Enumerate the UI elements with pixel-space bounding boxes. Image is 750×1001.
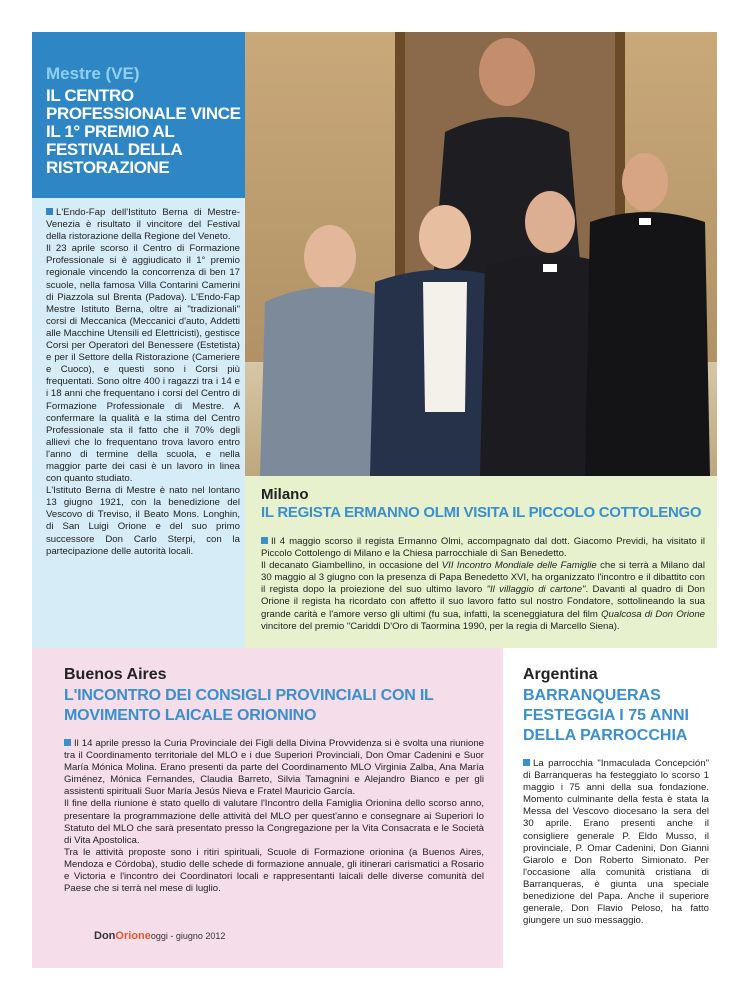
mestre-article-text	[46, 207, 240, 558]
argentina-paragraph: La parrocchia "Inmaculada Concepción" di Barranqueras ha festeggiato lo scorso 1 maggio i 75 anni della sua fondazione. Momento culminante della festa è stata la Messa del Vescovo diocesano la sera del 30 aprile. Erano presenti anche il consigliere generale P. Eldo Musso, il provinciale, P. Omar Cadenini, Don Gianni Giarolo e Don Roberto Simionato. Per l'occasione alla comunità cristiana di Barranqueras, è giunta una speciale benedizione del Papa. Anche il superiore generale, Don Flavio Peloso, ha fatto giungere un suo messaggio.	[523, 758, 709, 927]
milano-article-text	[261, 536, 705, 633]
mestre-paragraph: L'Istituto Berna di Mestre è nato nel lontano 13 giugno 1921, con la benedizione del Vescovo di Treviso, il Beato Mons. Longhin, di San Luigi Orione e del suo primo successore Don Carlo Sterpi, con la partecipazione delle autorità locali.	[46, 485, 240, 557]
buenos-aires-place-label: Buenos Aires	[64, 666, 167, 683]
buenos-aires-article-panel	[32, 648, 503, 968]
magazine-footer	[94, 930, 225, 942]
milano-text-run: che si terrà a Milano dal 30 maggio al 3 giugno con la presenza di Papa Benedetto XVI, ha organizzato l'incontro e il dibattito con il regista dopo la proiezione del suo ultimo lavoro	[261, 560, 706, 596]
milano-article-panel	[245, 476, 717, 648]
milano-paragraph: Il 4 maggio scorso il regista Ermanno Olmi, accompagnato dal dott. Giacomo Previdi, ha visitato il Piccolo Cottolengo di Milano e la Chiesa parrocchiale di San Benedetto.	[261, 536, 705, 560]
footer-don: Don	[94, 930, 116, 942]
milano-text-run: vincitore del premio "Cariddi D'Oro di Taormina 1990, per la regia di Marcello Siena).	[261, 620, 620, 632]
footer-orione: Orione	[115, 930, 151, 942]
buenos-aires-headline: L'INCONTRO DEI CONSIGLI PROVINCIALI CON IL MOVIMENTO LAICALE ORIONINO	[64, 687, 434, 724]
argentina-headline: BARRANQUERAS FESTEGGIA I 75 ANNI DELLA PARROCCHIA	[523, 687, 689, 744]
milano-text-run: . Davanti al quadro di Don Orione il regista ha ricordato con affetto il suo lavoro fatto sul nostro Fondatore, sottolineando la sua grande carità e l'amore verso gli ultimi (fu sua, infatti, la sceneggiatura del film	[261, 584, 705, 620]
argentina-place-label: Argentina	[523, 666, 598, 683]
argentina-article-text	[523, 758, 709, 927]
buenos-aires-paragraph: Tra le attività proposte sono i ritiri spirituali, Scuole di Formazione orionina (a Buenos Aires, Mendoza e Córdoba), studio delle schede di formazione annuale, gli itinerari carismatici a Rosario e Victoria e l'incontro dei Coordinatori locali e rappresentanti laicali delle diverse comunità del Paese che si terrà nel mese di luglio.	[64, 846, 484, 895]
bullet-square-icon	[261, 537, 268, 544]
buenos-aires-paragraph: Il fine della riunione è stato quello di valutare l'Incontro della Famiglia Orionina dello scorso anno, presentare la programmazione delle attività del MLO per quest'anno e consegnare ai Superiori lo Statuto del MLO che sarà presentato presso la Congregazione per la Vita Consacrata e le Società di Vita Apostolica.	[64, 798, 484, 846]
milano-italic-run: Qualcosa di Don Orione	[601, 608, 705, 620]
bullet-square-icon	[64, 739, 71, 746]
mestre-paragraph: L'Endo-Fap dell'Istituto Berna di Mestre-Venezia è risultato il vincitore del Festival della ristorazione della Regione del Veneto.	[46, 207, 240, 243]
buenos-aires-paragraph: Il 14 aprile presso la Curia Provinciale dei Figli della Divina Provvidenza si è svolta una riunione tra il Coordinamento territoriale del MLO e i due Superiori Provinciali, Don Omar Cadenini e Suor María Mónica Molina. Erano presenti da parte del Coordinamento MLO Virginia Zalba, Ana María Giménez, Mónica Fernandes, Claudia Barreto, Silvia Tamagnini e Alejandro Bianco e per gli assistenti spirituali Suor María Jesús Nieva e Fratel Mauricio García.	[64, 738, 484, 798]
mestre-paragraph: Il 23 aprile scorso il Centro di Formazione Professionale si è aggiudicato il 1° premio regionale vincendo la concorrenza di ben 17 scuole, nella famosa Villa Contarini Camerini di Piazzola sul Brenta (Padova). L'Endo-Fap Mestre Istituto Berna, oltre ai "tradizionali" corsi di Meccanica (Meccanici d'auto, Addetti alle Macchine Utensili ed Elettricisti), gestisce Corsi per Operatori del Benessere (Estetista) e per il Settore della Ristorazione (Cameriere e Cuoco), e questi sono i Corsi più frequentati. Sono oltre 400 i ragazzi tra i 14 e i 18 anni che frequentano i corsi del Centro di Formazione Professionale di Mestre. A confermare la qualità e la stima del Centro Professionale sta il fatto che il 70% degli allievi che lo frequentano trova lavoro entro l'anno di termine della scuola, e nella maggior parte dei casi è un lavoro in linea con quanto studiato.	[46, 243, 240, 485]
argentina-article-panel	[503, 648, 717, 968]
milano-place-label: Milano	[261, 486, 309, 503]
milano-text-run: Il decanato Giambellino, in occasione del	[261, 560, 442, 572]
bullet-square-icon	[46, 208, 53, 215]
footer-issue: oggi - giugno 2012	[150, 931, 226, 941]
bullet-square-icon	[523, 759, 530, 766]
mestre-place-label: Mestre (VE)	[46, 64, 140, 83]
milano-headline: IL REGISTA ERMANNO OLMI VISITA IL PICCOLO COTTOLENGO	[261, 504, 702, 521]
mestre-header-panel	[32, 32, 245, 198]
buenos-aires-article-text	[64, 738, 484, 895]
milano-italic-run: VII Incontro Mondiale delle Famiglie	[441, 560, 597, 572]
group-photo	[245, 32, 717, 476]
milano-italic-run: "Il villaggio di cartone"	[486, 584, 586, 596]
mestre-headline: IL CENTRO PROFESSIONALE VINCE IL 1° PREMIO AL FESTIVAL DELLA RISTORAZIONE	[46, 86, 241, 177]
mestre-article-panel	[32, 198, 245, 648]
